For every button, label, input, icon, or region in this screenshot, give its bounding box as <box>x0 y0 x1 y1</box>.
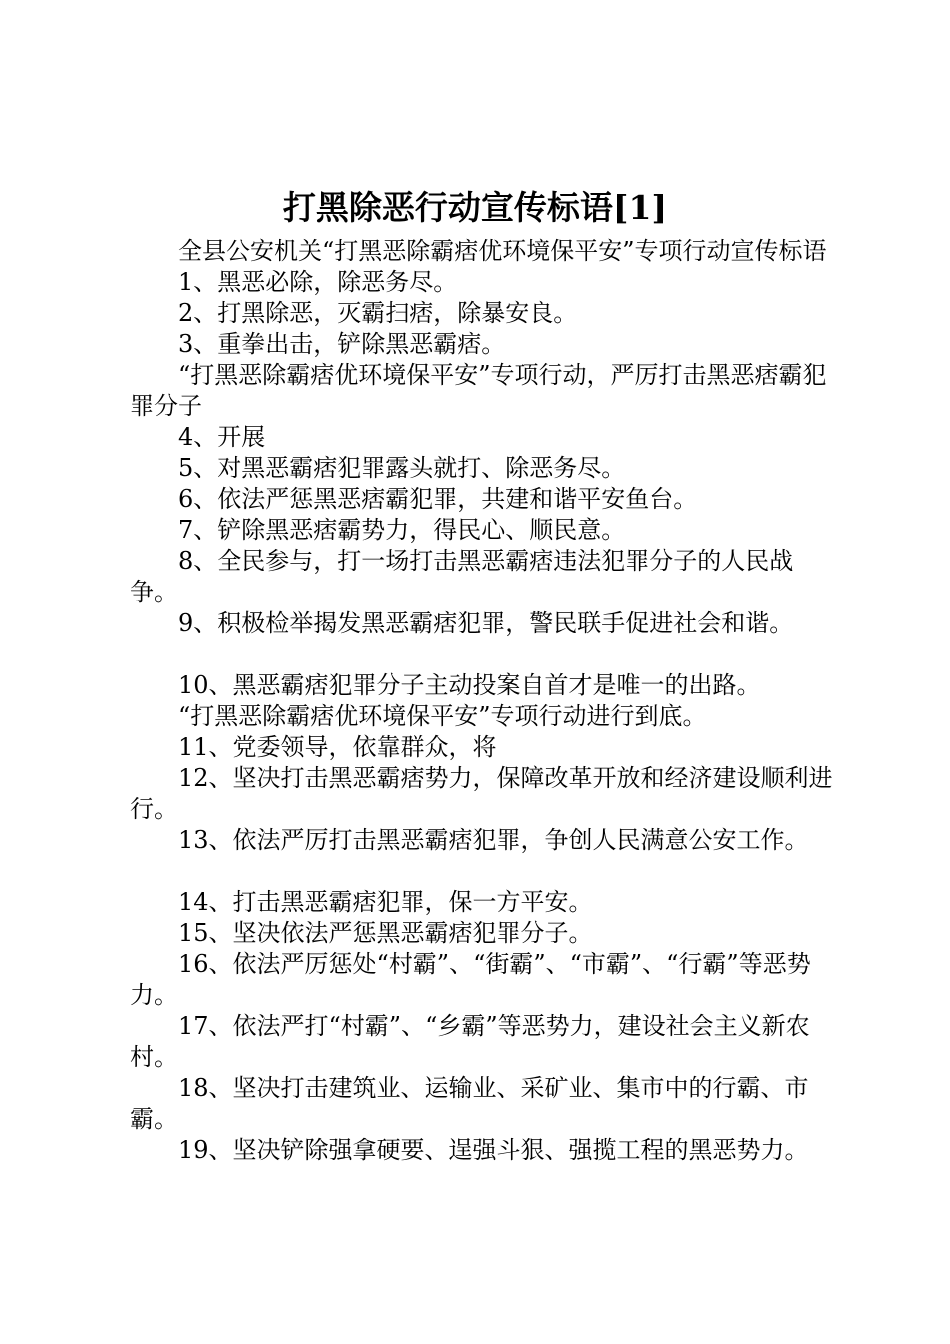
blank-line <box>130 856 835 887</box>
slogan-15: 15、坚决依法严惩黑恶霸痞犯罪分子。 <box>178 919 593 947</box>
slogan-13: 13、依法严厉打击黑恶霸痞犯罪，争创人民满意公安工作。 <box>178 826 809 854</box>
slogan-3: 3、重拳出击，铲除黑恶霸痞。 <box>178 330 506 358</box>
paragraph-campaign-end: “打黑恶除霸痞优环境保平安”专项行动进行到底。 <box>178 702 707 730</box>
paragraph-intro: 全县公安机关“打黑恶除霸痞优环境保平安”专项行动宣传标语 <box>178 237 827 265</box>
slogan-4: 4、开展 <box>178 423 266 451</box>
slogan-12: 12、坚决打击黑恶霸痞势力，保障改革开放和经济建设顺利进行。 <box>130 764 833 823</box>
blank-line <box>130 639 835 670</box>
paragraph-campaign-strike: “打黑恶除霸痞优环境保平安”专项行动，严厉打击黑恶痞霸犯罪分子 <box>130 361 827 420</box>
slogan-10: 10、黑恶霸痞犯罪分子主动投案自首才是唯一的出路。 <box>178 671 761 699</box>
slogan-5: 5、对黑恶霸痞犯罪露头就打、除恶务尽。 <box>178 454 626 482</box>
slogan-2: 2、打黑除恶，灭霸扫痞，除暴安良。 <box>178 299 578 327</box>
document-title: 打黑除恶行动宣传标语[1] <box>282 188 668 227</box>
document-body <box>130 236 835 1166</box>
slogan-11: 11、党委领导，依靠群众，将 <box>178 733 497 761</box>
slogan-1: 1、黑恶必除，除恶务尽。 <box>178 268 458 296</box>
slogan-6: 6、依法严惩黑恶痞霸犯罪，共建和谐平安鱼台。 <box>178 485 698 513</box>
slogan-7: 7、铲除黑恶痞霸势力，得民心、顺民意。 <box>178 516 626 544</box>
slogan-18: 18、坚决打击建筑业、运输业、采矿业、集市中的行霸、市霸。 <box>130 1074 809 1133</box>
slogan-17: 17、依法严打“村霸”、“乡霸”等恶势力，建设社会主义新农村。 <box>130 1012 810 1071</box>
slogan-8: 8、全民参与，打一场打击黑恶霸痞违法犯罪分子的人民战争。 <box>130 547 794 606</box>
slogan-14: 14、打击黑恶霸痞犯罪，保一方平安。 <box>178 888 593 916</box>
slogan-9: 9、积极检举揭发黑恶霸痞犯罪，警民联手促进社会和谐。 <box>178 609 794 637</box>
slogan-16: 16、依法严厉惩处“村霸”、“街霸”、“市霸”、“行霸”等恶势力。 <box>130 950 811 1009</box>
slogan-19: 19、坚决铲除强拿硬要、逞强斗狠、强揽工程的黑恶势力。 <box>178 1136 809 1164</box>
